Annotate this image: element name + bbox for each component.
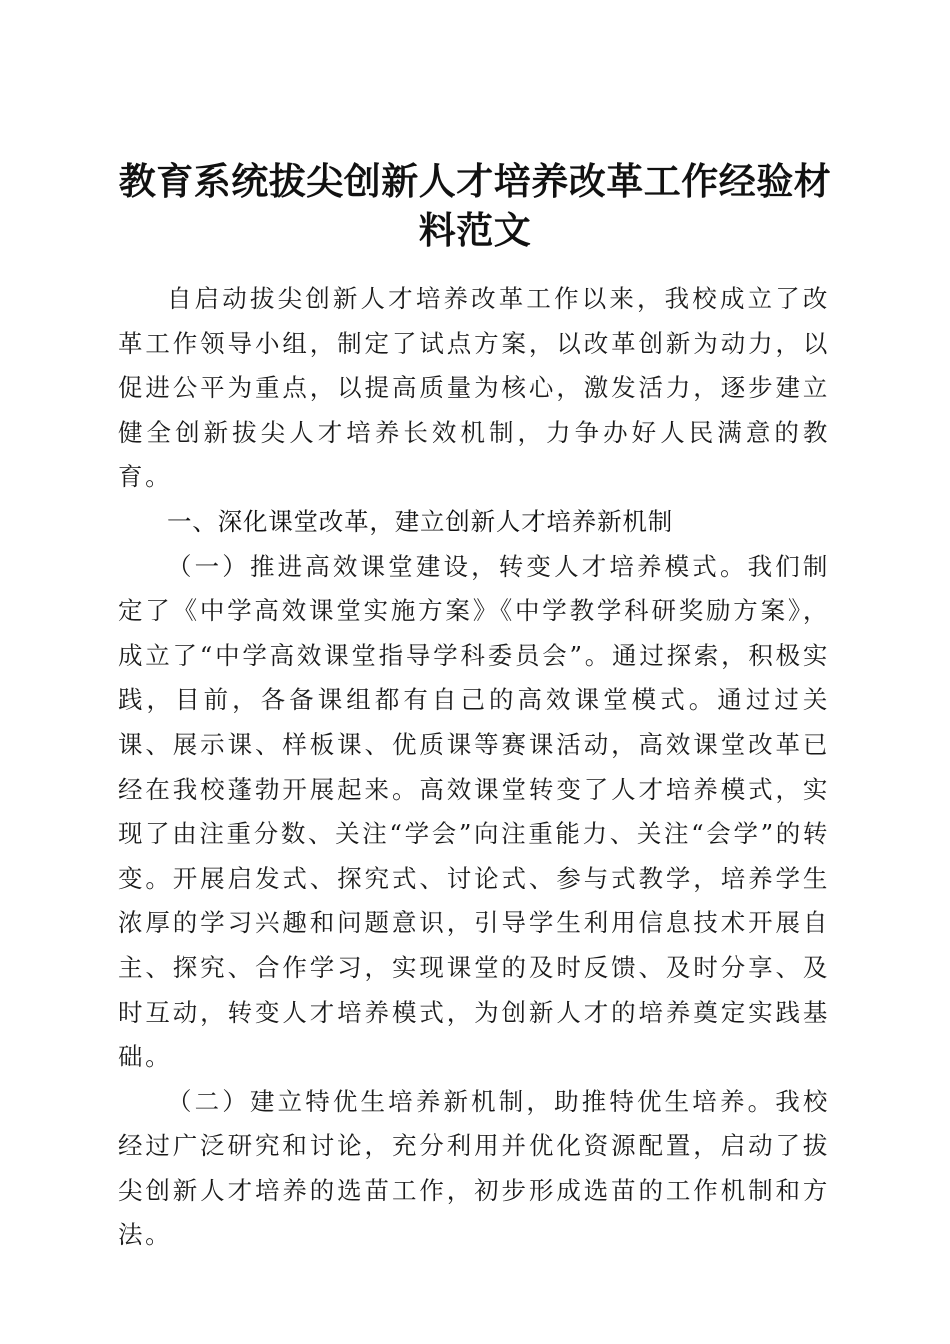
document-title: 教育系统拔尖创新人才培养改革工作经验材料范文: [118, 158, 832, 252]
section-heading-1: 一、深化课堂改革，建立创新人才培养新机制: [167, 506, 673, 536]
section-1-item-1-paragraph: （一）推进高效课堂建设，转变人才培养模式。我们制定了《中学高效课堂实施方案》《中学教学科研奖励方案》，成立了“中学高效课堂指导学科委员会”。通过探索，积极实践，目前，各备课组都有自己的高效课堂模式。通过过关课、展示课、样板课、优质课等赛课活动，高效课堂改革已经在我校蓬勃开展起来。高效课堂转变了人才培养模式，实现了由注重分数、关注“学会”向注重能力、关注“会学”的转变。开展启发式、探究式、讨论式、参与式教学，培养学生浓厚的学习兴趣和问题意识，引导学生利用信息技术开展自主、探究、合作学习，实现课堂的及时反馈、及时分享、及时互动，转变人才培养模式，为创新人才的培养奠定实践基础。: [118, 551, 830, 1072]
document-body: [118, 277, 830, 1258]
intro-paragraph: 自启动拔尖创新人才培养改革工作以来，我校成立了改革工作领导小组，制定了试点方案，以改革创新为动力，以促进公平为重点，以提高质量为核心，激发活力，逐步建立健全创新拔尖人才培养长效机制，力争办好人民满意的教育。: [118, 284, 830, 492]
section-1-item-2-paragraph: （二）建立特优生培养新机制，助推特优生培养。我校经过广泛研究和讨论，充分利用并优化资源配置，启动了拔尖创新人才培养的选苗工作，初步形成选苗的工作机制和方法。: [118, 1086, 830, 1250]
